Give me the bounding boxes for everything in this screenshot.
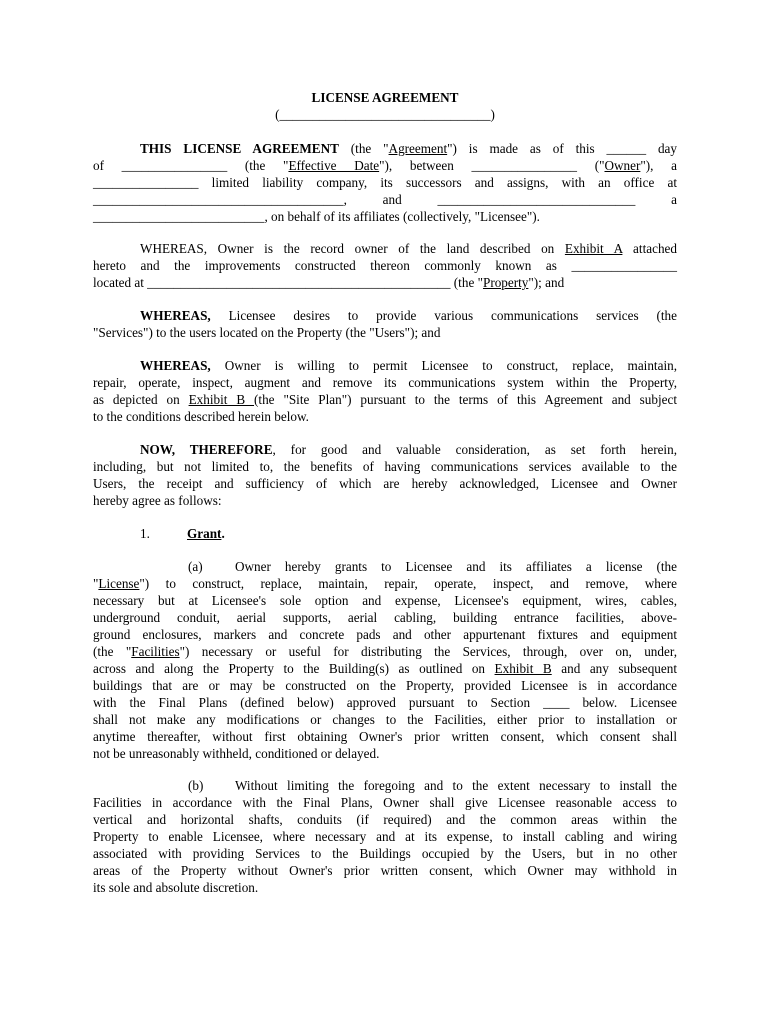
para-line: of ________________ (the "Effective Date"), between ________________ ("Owner"), a xyxy=(93,158,677,173)
para-line: necessary but at Licensee's sole option and expense, Licensee's equipment, wires, cables, xyxy=(93,593,677,608)
para-line: to the conditions described herein below. xyxy=(93,409,309,424)
para-line: (b) Without limiting the foregoing and to the extent necessary to install the xyxy=(188,778,677,793)
para-line: __________________________, on behalf of its affiliates (collectively, "Licensee"). xyxy=(93,209,540,224)
para-line: areas of the Property without Owner's prior written consent, which Owner may withhold in xyxy=(93,863,677,878)
para-line: its sole and absolute discretion. xyxy=(93,880,259,895)
para-line: hereby agree as follows: xyxy=(93,493,222,508)
para-line: ground enclosures, markers and concrete pads and other appurtenant fixtures and equipment xyxy=(93,627,677,642)
whereas-record-owner-paragraph xyxy=(93,240,677,291)
para-line: hereto and the improvements constructed thereon commonly known as ________________ xyxy=(93,258,677,273)
document-subtitle: (________________________________) xyxy=(275,107,495,122)
para-line: repair, operate, inspect, augment and remove its communications system within the Property, xyxy=(93,375,677,390)
para-line: ________________ limited liability company, its successors and assigns, with an office at xyxy=(93,175,677,190)
para-line: shall not make any modifications or changes to the Facilities, either prior to installation or xyxy=(93,712,677,727)
whereas-owner-paragraph xyxy=(93,357,677,425)
para-line: (a) Owner hereby grants to Licensee and its affiliates a license (the xyxy=(188,559,677,574)
para-line: not be unreasonably withheld, conditioned or delayed. xyxy=(93,746,380,761)
para-line: Facilities in accordance with the Final Plans, Owner shall give Licensee reasonable access to xyxy=(93,795,677,810)
para-line: THIS LICENSE AGREEMENT (the "Agreement") is made as of this ______ day xyxy=(140,141,678,156)
para-line: with the Final Plans (defined below) approved pursuant to Section ____ below. Licensee xyxy=(93,695,677,710)
para-line: ______________________________________, and ______________________________ a xyxy=(93,192,677,207)
subsection-a-paragraph xyxy=(93,558,677,762)
para-line: associated with providing Services to the Buildings occupied by the Users, but in no other xyxy=(93,846,677,861)
para-line: Users, the receipt and sufficiency of which are hereby acknowledged, Licensee and Owner xyxy=(93,476,677,491)
para-line: anytime thereafter, without first obtaining Owner's prior written consent, which consent shall xyxy=(93,729,677,744)
para-line: WHEREAS, Licensee desires to provide various communications services (the xyxy=(140,308,677,323)
intro-paragraph xyxy=(93,140,677,225)
para-line: including, but not limited to, the benefits of having communications services available to the xyxy=(93,459,677,474)
para-line: "License") to construct, replace, maintain, repair, operate, inspect, and remove, where xyxy=(93,576,677,591)
document-title: LICENSE AGREEMENT xyxy=(311,90,459,105)
para-line: NOW, THEREFORE, for good and valuable consideration, as set forth herein, xyxy=(140,442,677,457)
now-therefore-paragraph xyxy=(93,441,677,509)
para-line: "Services") to the users located on the Property (the "Users"); and xyxy=(93,325,441,340)
para-line: WHEREAS, Owner is the record owner of the land described on Exhibit A attached xyxy=(140,241,677,256)
subsection-b-paragraph xyxy=(93,777,677,896)
para-line: Property to enable Licensee, where necessary and at its expense, to install cabling and wiring xyxy=(93,829,677,844)
whereas-licensee-paragraph xyxy=(93,307,677,341)
para-line: across and along the Property to the Building(s) as outlined on Exhibit B and any subsequent xyxy=(93,661,678,676)
para-line: (the "Facilities") necessary or useful for distributing the Services, through, over on, under, xyxy=(93,644,677,659)
section-number: 1. xyxy=(140,526,150,541)
section-1-heading: 1. Grant. xyxy=(140,526,225,541)
para-line: as depicted on Exhibit B (the "Site Plan") pursuant to the terms of this Agreement and subject xyxy=(93,392,678,407)
para-line: underground conduit, aerial supports, aerial cabling, building entrance facilities, above- xyxy=(93,610,677,625)
para-line: located at ______________________________________________ (the "Property"); and xyxy=(93,275,565,290)
para-line: vertical and horizontal shafts, conduits (if required) and the common areas within the xyxy=(93,812,677,827)
para-line: buildings that are or may be constructed on the Property, provided Licensee is in accordance xyxy=(93,678,677,693)
para-line: WHEREAS, Owner is willing to permit Licensee to construct, replace, maintain, xyxy=(140,358,677,373)
section-title: Grant xyxy=(187,526,222,541)
